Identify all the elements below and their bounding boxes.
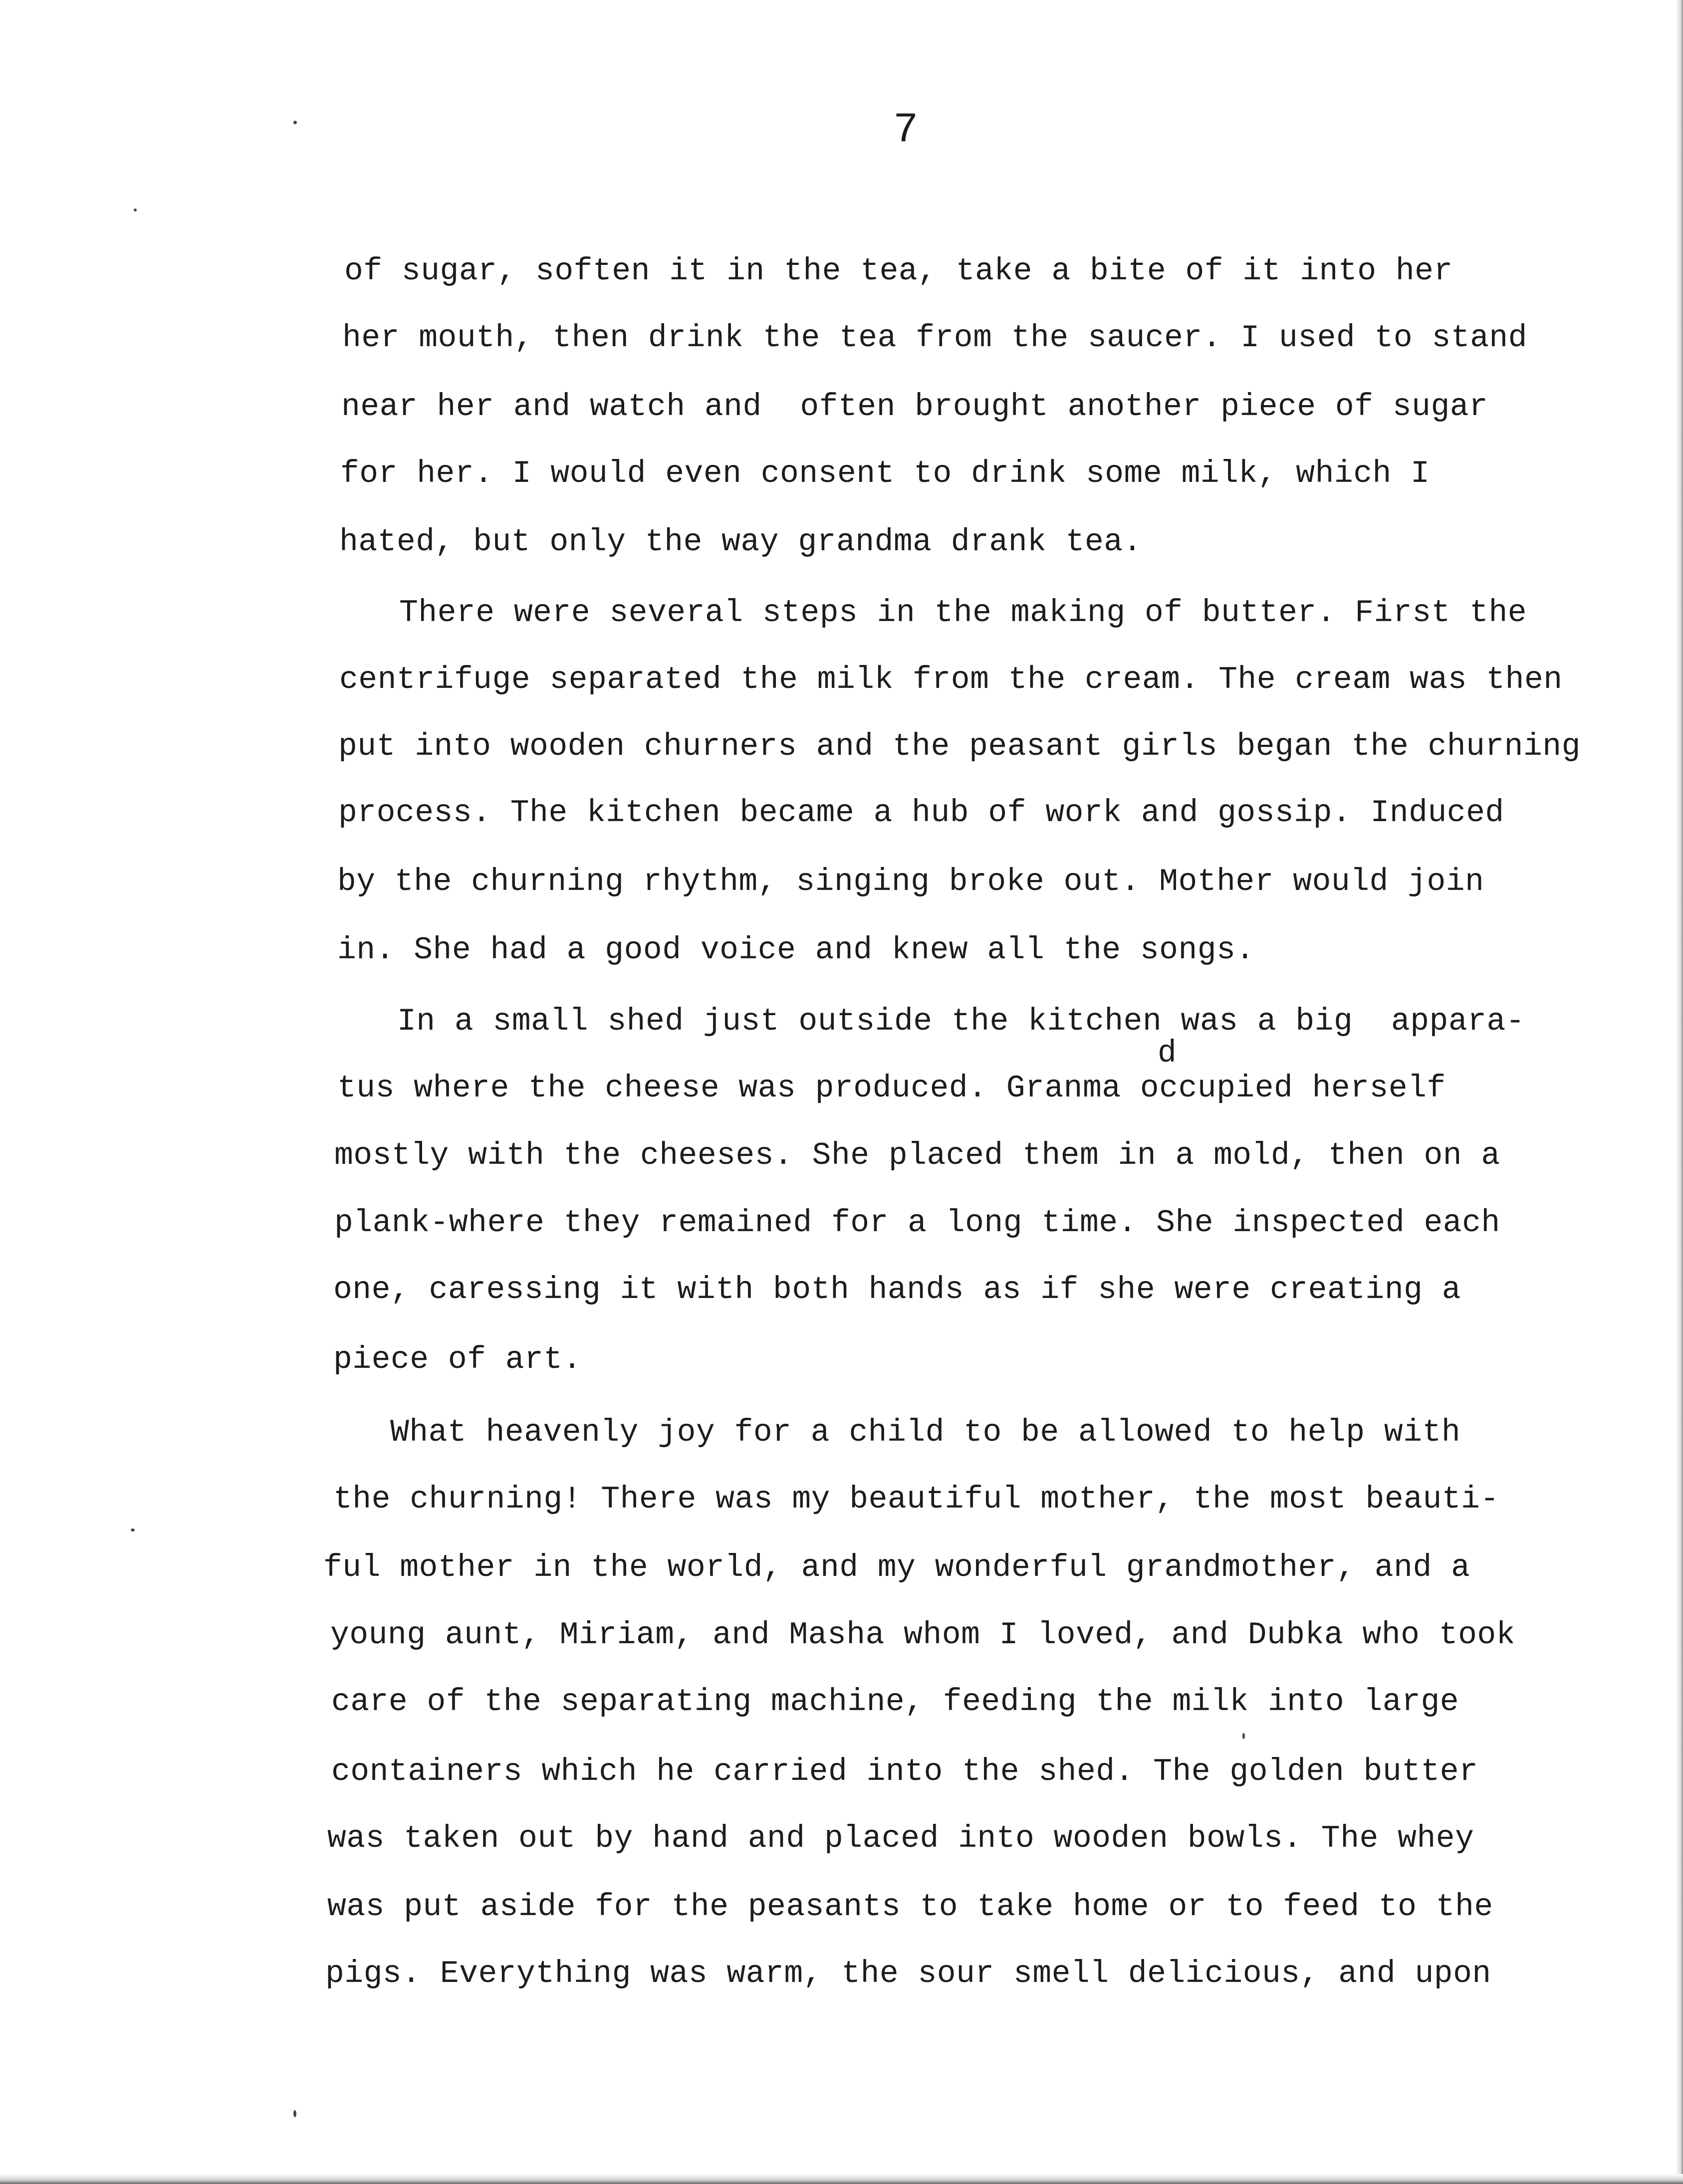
scan-right-edge xyxy=(1676,0,1683,2184)
scan-bottom-edge xyxy=(0,2174,1683,2184)
page-number: 7 xyxy=(893,107,919,154)
text-line: was taken out by hand and placed into wooden bowls. The whey xyxy=(327,1821,1474,1856)
text-line: containers which he carried into the shed. The golden butter xyxy=(331,1754,1478,1789)
paper-speck xyxy=(134,209,137,212)
text-line: process. The kitchen became a hub of work and gossip. Induced xyxy=(338,795,1504,831)
text-line: What heavenly joy for a child to be allowed to help with xyxy=(390,1415,1461,1450)
text-line: for her. I would even consent to drink some milk, which I xyxy=(340,456,1430,491)
text-line: one, caressing it with both hands as if she were creating a xyxy=(333,1272,1461,1308)
text-line: was put aside for the peasants to take home or to feed to the xyxy=(327,1889,1493,1925)
text-line: in. She had a good voice and knew all the songs. xyxy=(337,932,1255,968)
text-line: by the churning rhythm, singing broke out. Mother would join xyxy=(337,864,1484,899)
text-line: put into wooden churners and the peasant girls began the churning xyxy=(338,729,1581,764)
text-line: of sugar, soften it in the tea, take a bite of it into her xyxy=(344,253,1453,289)
text-line: There were several steps in the making of butter. First the xyxy=(399,595,1527,631)
text-line: the churning! There was my beautiful mother, the most beauti- xyxy=(333,1482,1499,1517)
text-line: her mouth, then drink the tea from the saucer. I used to stand xyxy=(342,320,1527,356)
text-line: pigs. Everything was warm, the sour smell delicious, and upon xyxy=(325,1956,1491,1991)
paper-speck xyxy=(131,1529,135,1531)
paper-speck xyxy=(293,121,297,124)
text-line: piece of art. xyxy=(333,1342,582,1377)
text-line: ful mother in the world, and my wonderful grandmother, and a xyxy=(323,1550,1470,1585)
paper-speck xyxy=(293,2110,296,2117)
text-line: hated, but only the way grandma drank tea. xyxy=(339,524,1142,560)
handwritten-correction: d xyxy=(1158,1036,1177,1071)
text-line: care of the separating machine, feeding the milk into large xyxy=(331,1684,1459,1720)
text-line: centrifuge separated the milk from the cream. The cream was then xyxy=(339,662,1563,697)
text-line: tus where the cheese was produced. Granma occupied herself xyxy=(337,1071,1446,1106)
paper-speck xyxy=(1242,1733,1245,1739)
text-line: mostly with the cheeses. She placed them in a mold, then on a xyxy=(334,1138,1500,1173)
text-line: plank-where they remained for a long time. She inspected each xyxy=(334,1205,1500,1241)
text-line: young aunt, Miriam, and Masha whom I loved, and Dubka who took xyxy=(330,1617,1515,1653)
text-line: In a small shed just outside the kitchen was a big appara- xyxy=(397,1004,1525,1039)
text-line: near her and watch and often brought another piece of sugar xyxy=(341,389,1488,425)
